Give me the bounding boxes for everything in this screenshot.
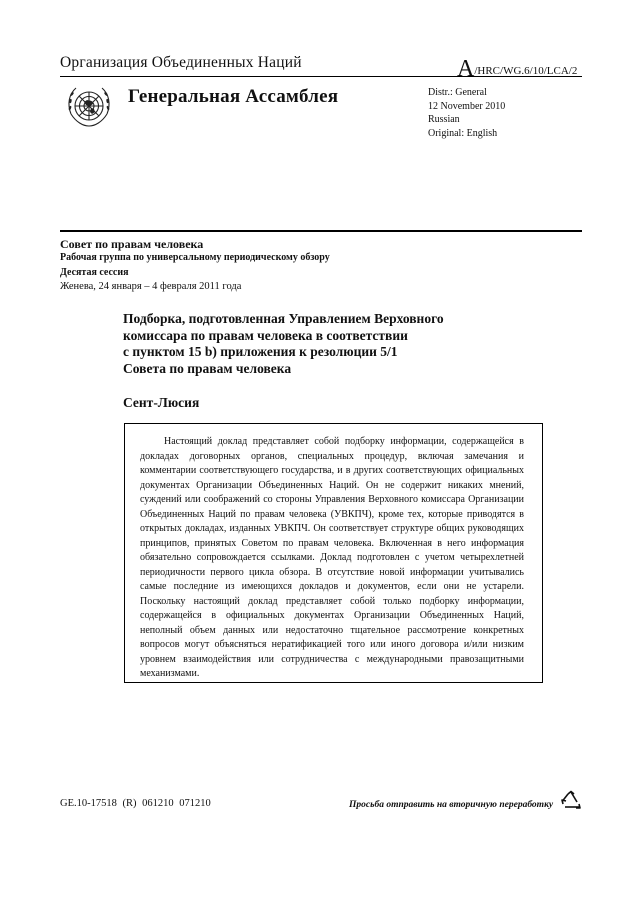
original-language: Original: English bbox=[428, 127, 498, 139]
summary-box bbox=[124, 423, 543, 683]
title-line: с пунктом 15 b) приложения к резолюции 5/1 bbox=[123, 344, 398, 359]
un-emblem-icon bbox=[62, 80, 116, 134]
country-name: Сент-Люсия bbox=[123, 395, 200, 410]
document-code: GE.10-17518 (R) 061210 071210 bbox=[60, 798, 211, 809]
document-symbol-letter: A bbox=[457, 56, 475, 82]
title-line: комиссара по правам человека в соответствии bbox=[123, 327, 408, 343]
header-rule bbox=[60, 76, 582, 77]
title-line: Подборка, подготовленная Управлением Верховного bbox=[123, 311, 444, 326]
council-name: Совет по правам человека bbox=[60, 237, 204, 251]
organization-name: Организация Объединенных Наций bbox=[60, 54, 302, 71]
distribution: Distr.: General bbox=[428, 87, 487, 98]
issue-date: 12 November 2010 bbox=[428, 100, 506, 112]
summary-text: Настоящий доклад представляет собой подборку информации, содержащейся в докладах договорных органов, специальных процедур, включая замечания и комментарии соответствующего государства, и в других соответствующих официальных документах Организации Объединенных Наций. Он не содержит никаких мнений, суждений или соображений со стороны Управления Верховного комиссара Организации Объединенных Наций по правам человека (УВКПЧ), кроме тех, которые приводятся в открытых докладах, изданных УВКПЧ. Он соответствует структуре общих руководящих принципов, принятых Советом по правам человека. Включенная в него информация обязательно сопровождается ссылками. Доклад подготовлен с учетом четырехлетней периодичности первого цикла обзора. В отсутствие новой информации учитывались самые последние из имеющихся докладов и документов, если они не устарели. Поскольку настоящий доклад представляет собой только подборку информации, содержащейся в официальных документах Организации Объединенных Наций, неполный объем данных или недостаточно тщательное рассмотрение конкретных вопросов могут объясняться нератификацией того или иного договора и/или низким уровнем взаимодействия или сотрудничества с международными правозащитными механизмами. bbox=[140, 436, 524, 679]
title-line: Совета по правам человека bbox=[123, 360, 292, 376]
language: Russian bbox=[428, 114, 460, 126]
document-title bbox=[123, 311, 543, 377]
document-symbol bbox=[457, 56, 577, 83]
document-symbol-number: /HRC/WG.6/10/LCA/2 bbox=[474, 65, 578, 77]
distribution-block bbox=[428, 86, 505, 140]
working-group: Рабочая группа по универсальному периодическому обзору bbox=[60, 252, 330, 264]
location-dates: Женева, 24 января – 4 февраля 2011 года bbox=[60, 281, 242, 293]
recycle-icon bbox=[560, 790, 582, 812]
recycle-note: Просьба отправить на вторичную переработку bbox=[349, 800, 554, 810]
header-thick-rule bbox=[60, 230, 582, 232]
meeting-info bbox=[60, 237, 330, 295]
general-assembly-title: Генеральная Ассамблея bbox=[128, 86, 339, 107]
session: Десятая сессия bbox=[60, 266, 129, 278]
